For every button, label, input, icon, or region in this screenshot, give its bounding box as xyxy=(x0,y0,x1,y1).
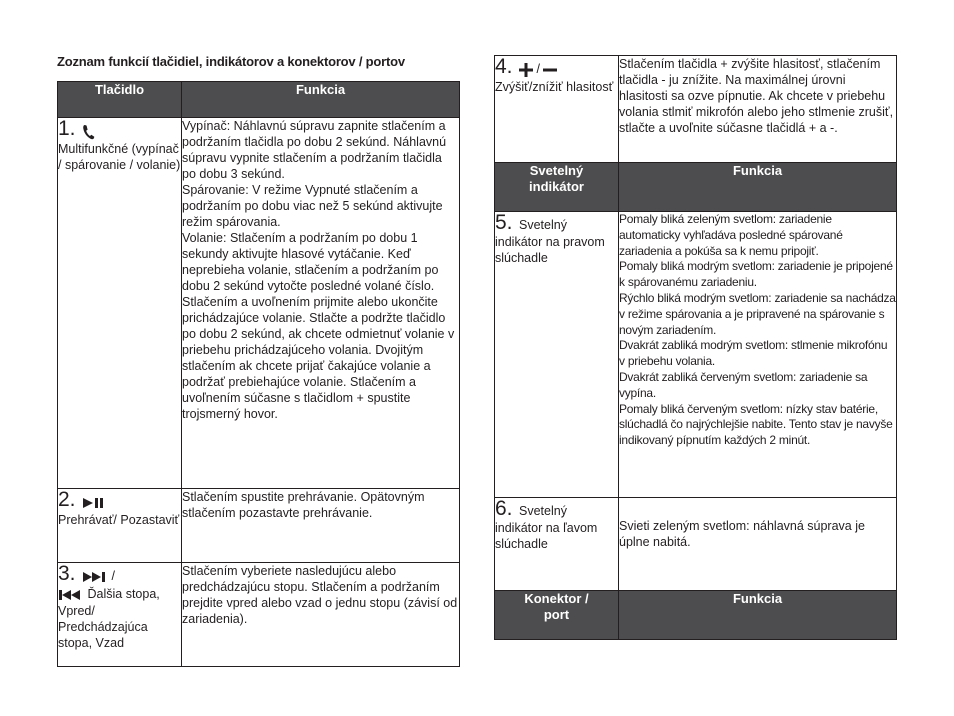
table-header xyxy=(495,591,897,640)
function-cell xyxy=(182,118,460,489)
function-text: Pomaly bliká zeleným svetlom: zariadenie automaticky vyhľadáva posledné spárované zariadenia a pokúša sa k nemu pripojiť. Pomaly bliká modrým svetlom: zariadenie je pripojené k spárovanému zariadeniu. Rýchlo bliká modrým svetlom: zariadenie sa nachádza v režime spárovania a je pripravené na spárovanie s novým zariadením. Dvakrát zabliká modrým svetlom: stlmenie mikrofónu v priebehu volania. Dvakrát zabliká červeným svetlom: zariadenie sa vypína. Pomaly bliká červeným svetlom: nízky stav batérie, slúchadlá čo najrýchlejšie nabite. Tento stav je navyše indikovaný pípnutím každých 2 minút. xyxy=(619,212,896,448)
table-row xyxy=(58,489,460,563)
indicator-label: Svetelný xyxy=(519,218,567,232)
function-text: Stlačením spustite prehrávanie. Opätovným stlačením pozastavte prehrávanie. xyxy=(182,490,425,520)
button-cell-track xyxy=(58,563,182,667)
row-number: 3. xyxy=(58,562,76,585)
icon-separator: / xyxy=(111,569,115,583)
section-title: Zoznam funkcií tlačidiel, indikátorov a konektorov / portov xyxy=(57,54,405,69)
function-cell xyxy=(619,498,897,591)
indicator-cell-left xyxy=(495,498,619,591)
function-cell xyxy=(182,563,460,667)
table-row xyxy=(495,498,897,591)
button-cell-play-pause xyxy=(58,489,182,563)
button-label: Multifunkčné (vypínač / spárovanie / volanie) xyxy=(58,142,181,173)
plus-icon xyxy=(519,62,533,78)
table-row xyxy=(495,212,897,498)
header-function: Funkcia xyxy=(619,591,897,640)
header-connector: Konektor / port xyxy=(495,591,619,640)
button-cell-volume xyxy=(495,56,619,163)
next-track-icon xyxy=(82,569,108,585)
table-header xyxy=(58,82,460,118)
row-number: 1. xyxy=(58,117,76,140)
header-function: Funkcia xyxy=(619,163,897,212)
buttons-table xyxy=(57,81,460,667)
button-label: Zvýšiť/znížiť hlasitosť xyxy=(495,80,614,94)
table-row xyxy=(495,56,897,163)
function-text: Vypínač: Náhlavnú súpravu zapnite stlačením a podržaním tlačidla po dobu 2 sekúnd. Náhlavnú súpravu vypnite stlačením a podržaním tlačidla po dobu 3 sekúnd. Spárovanie: V režime Vypnuté stlačením a podržaním po dobu viac než 5 sekúnd aktivujte režim spárovania. Volanie: Stlačením a podržaním po dobu 1 sekundy aktivujte hlasové vytáčanie. Keď neprebieha volanie, stlačením a podržaním po dobu 2 sekúnd vytočte posledné volané číslo. Stlačením a uvoľnením prijmite alebo ukončite prichádzajúce volanie. Stlačte a podržte tlačidlo po dobu 2 sekúnd, ak chcete odmietnuť volanie v priebehu prichádzajúceho volania. Dvojitým stlačením ak chcete prijať čakajúce volanie a podržať prebiehajúce volanie. Stlačením a uvoľnením súčasne s tlačidlom + spustite trojsmerný hovor. xyxy=(182,119,455,421)
previous-track-icon xyxy=(58,587,84,603)
function-cell xyxy=(619,212,897,498)
button-label: Ďalšia stopa, Vpred/ Predchádzajúca stopa, Vzad xyxy=(58,587,160,650)
table-row xyxy=(58,118,460,489)
header-function: Funkcia xyxy=(182,82,460,118)
button-label: Prehrávať/ Pozastaviť xyxy=(58,513,180,527)
header-indicator: Svetelný indikátor xyxy=(495,163,619,212)
row-number: 2. xyxy=(58,488,76,511)
function-cell xyxy=(619,56,897,163)
indicator-label-rest: indikátor na ľavom slúchadle xyxy=(495,521,598,551)
phone-icon xyxy=(82,123,95,140)
button-cell-multifunction xyxy=(58,118,182,489)
table-header xyxy=(495,163,897,212)
row-number: 4. xyxy=(495,55,513,78)
function-text: Stlačením tlačidla + zvýšite hlasitosť, stlačením tlačidla - ju znížite. Na maximálnej úrovni hlasitosti sa ozve pípnutie. Ak chcete v priebehu volania stlmiť mikrofón alebo jeho stlmenie zrušiť, stlačte a uvoľnite súčasne tlačidlá + a -. xyxy=(619,57,894,135)
indicator-label: Svetelný xyxy=(519,504,567,518)
row-number: 6. xyxy=(495,497,513,520)
function-text: Stlačením vyberiete nasledujúcu alebo predchádzajúcu stopu. Stlačením a podržaním prejdite vpred alebo vzad o jednu stopu (závisí od zariadenia). xyxy=(182,564,458,626)
function-text: Svieti zeleným svetlom: náhlavná súprava je úplne nabitá. xyxy=(619,519,865,549)
indicators-table xyxy=(494,55,897,640)
function-cell xyxy=(182,489,460,563)
play-pause-icon xyxy=(82,495,106,511)
indicator-cell-right xyxy=(495,212,619,498)
table-row xyxy=(58,563,460,667)
minus-icon xyxy=(543,62,557,78)
header-button: Tlačidlo xyxy=(58,82,182,118)
indicator-label-rest: indikátor na pravom slúchadle xyxy=(495,235,605,265)
row-number: 5. xyxy=(495,211,513,234)
icon-separator: / xyxy=(536,62,540,76)
